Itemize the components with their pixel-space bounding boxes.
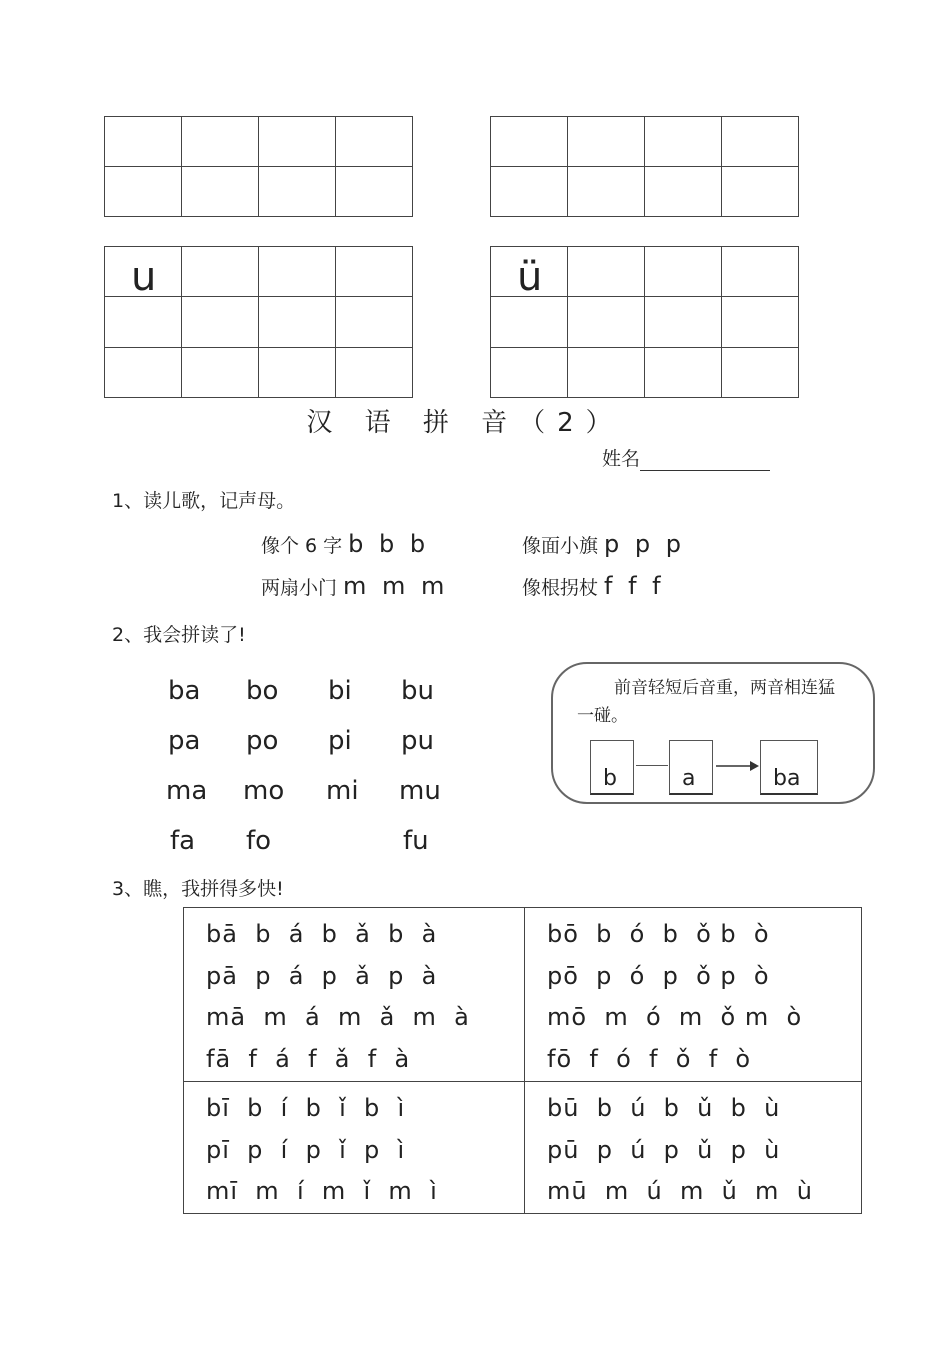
name-field[interactable] [602,444,770,471]
rhyme-f: 像根拐杖 f f f [522,572,665,600]
syllable: pu [401,726,434,756]
syllable: bu [401,676,434,706]
writing-grid-top-left [104,116,413,217]
arrow-right-icon [714,759,760,773]
syllable: bi [328,676,352,706]
rhyme-m: 两扇小门 m m m [261,572,449,600]
syllable: mo [243,776,285,806]
syllable: fa [170,826,196,856]
section2-heading: 2、我会拼读了! [112,624,246,646]
section3-heading: 3、瞧，我拼得多快! [112,878,284,900]
section1-heading: 1、读儿歌，记声母。 [112,490,296,512]
syllable: ma [166,776,208,806]
writing-grid-top-right [490,116,799,217]
syllable: mi [326,776,359,806]
connector-line [636,765,668,766]
tone-cell-i: bī b í b ǐ b ì pī p í p ǐ p ì mī m í m ǐ m ì [184,1082,525,1214]
bubble-text: 前音轻短后音重，两音相连猛一碰。 [577,678,835,726]
grid-letter-v: ü [517,254,543,300]
syllable: ba [168,676,201,706]
syllable: pa [168,726,201,756]
initial-box: b [590,740,634,795]
rhyme-p: 像面小旗 p p p [522,530,685,558]
name-blank[interactable] [640,452,770,471]
rhyme-b: 像个 6 字 b b b [261,530,430,558]
syllable: pi [328,726,352,756]
syllable: po [246,726,279,756]
tone-cell-a: bā b á b ǎ b à pā p á p ǎ p à mā m á m ǎ m à fā f á f ǎ f à [184,908,525,1082]
syllable: mu [399,776,441,806]
tone-practice-table [183,907,862,1214]
tone-cell-o: bō b ó b ǒ b ò pō p ó p ǒ p ò mō m ó m ǒ m ò fō f ó f ǒ f ò [525,908,862,1082]
name-label: 姓名 [602,448,641,470]
page-title: 汉 语 拼 音（2） [306,408,624,438]
syllable: fo [246,826,272,856]
syllable: fu [403,826,429,856]
final-box: a [669,740,713,795]
writing-grid-v [490,246,799,398]
tone-cell-u: bū b ú b ǔ b ù pū p ú p ǔ p ù mū m ú m ǔ m ù [525,1082,862,1214]
grid-letter-u: u [131,254,157,300]
syllable-box: ba [760,740,818,795]
writing-grid-u [104,246,413,398]
syllable: bo [246,676,279,706]
